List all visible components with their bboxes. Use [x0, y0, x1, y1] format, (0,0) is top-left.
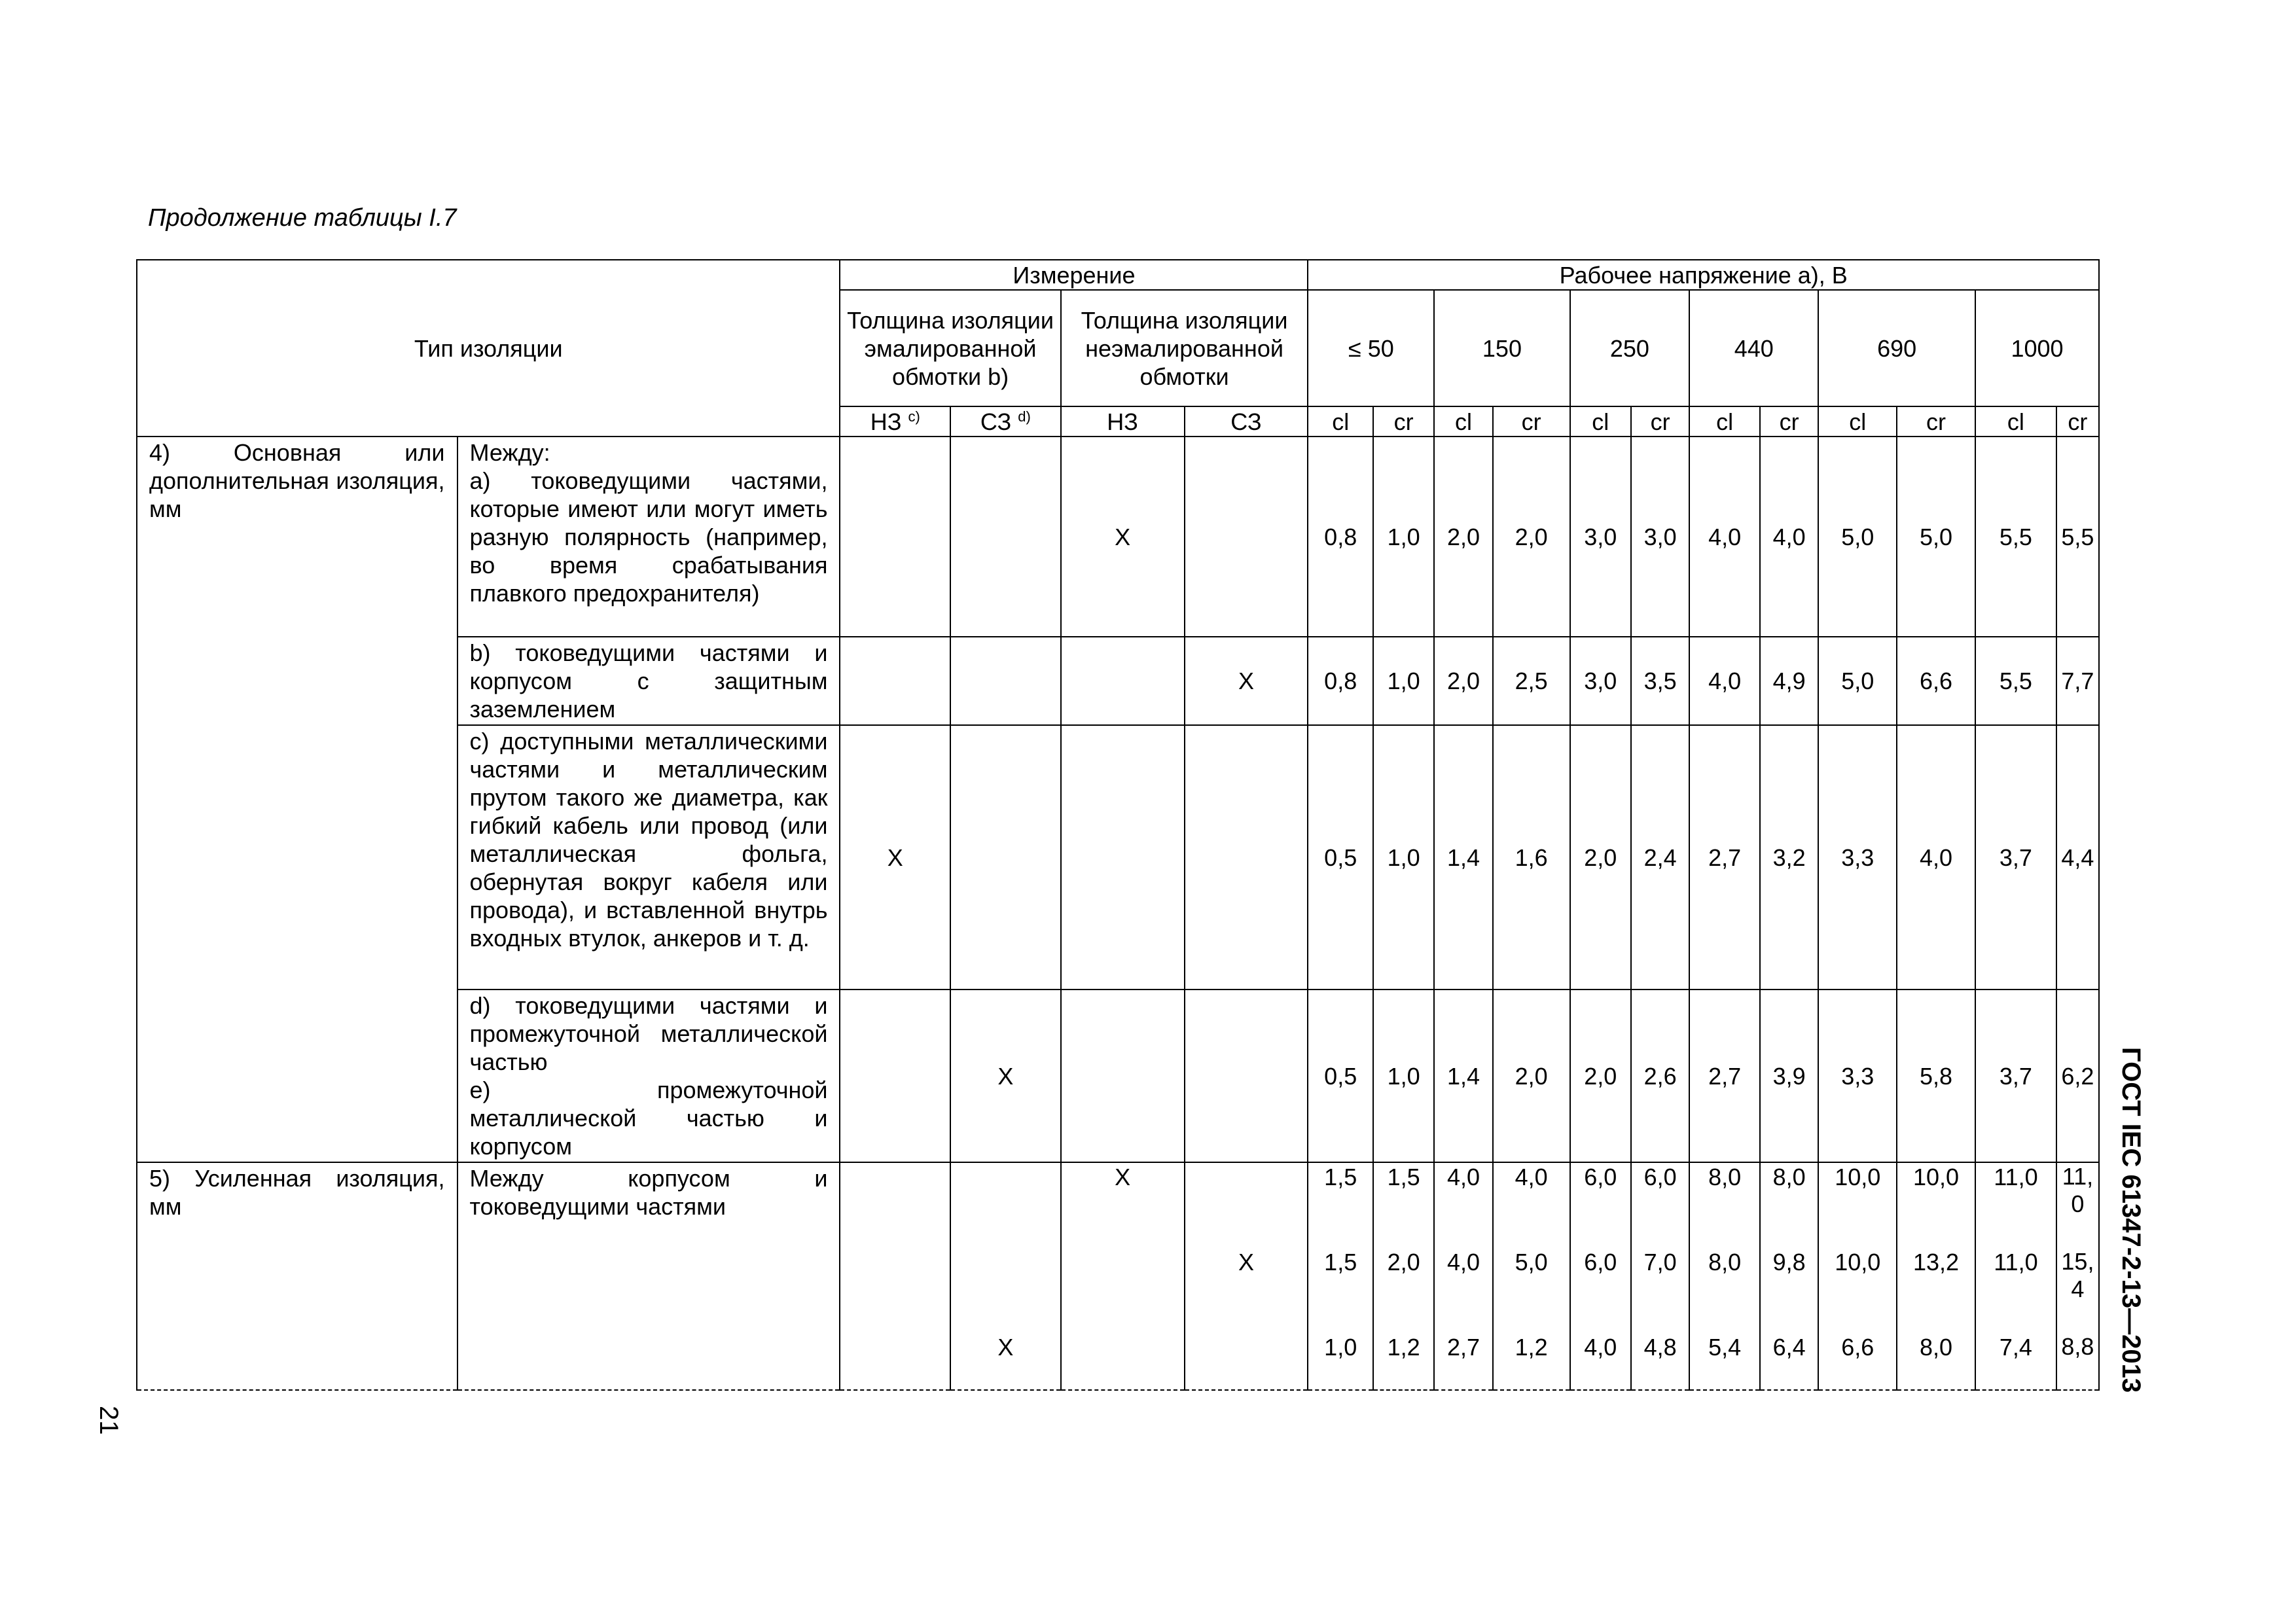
- value-cell: 11,0 11,0 7,4: [1975, 1162, 2056, 1390]
- value-cell: 3,0: [1570, 637, 1631, 725]
- value-cell: 3,2: [1760, 725, 1818, 990]
- cr-header: cr: [1760, 406, 1818, 437]
- type-header: Тип изоляции: [137, 260, 840, 437]
- value-cell: 3,5: [1631, 637, 1689, 725]
- value-cell: 2,0: [1570, 725, 1631, 990]
- mark-cell: [840, 990, 950, 1162]
- cl-header: cl: [1689, 406, 1760, 437]
- insulation-table: [136, 259, 2100, 1391]
- value-cell: 0,8: [1308, 437, 1373, 637]
- value-cell: 10,0 10,0 6,6: [1818, 1162, 1897, 1390]
- measurement-header: Измерение: [840, 260, 1308, 290]
- value-cell: 6,0 7,0 4,8: [1631, 1162, 1689, 1390]
- row-desc-4a: Между: а) токоведущими частями, которые имеют или могут иметь разную полярность (например, во время срабатывания плавкого предохранителя): [457, 437, 840, 637]
- value-cell: 2,7: [1689, 725, 1760, 990]
- value-cell: 1,0: [1373, 725, 1434, 990]
- value-cell: 6,2: [2056, 990, 2099, 1162]
- row-desc-4c: с) доступными металлическими частями и металлическим прутом такого же диаметра, как гибкий кабель или провод (или металлическая фольга, обернутая вокруг кабеля или провода), и вставленной внутрь входных втулок, анкеров и т. д.: [457, 725, 840, 990]
- value-cell: 2,0: [1434, 637, 1492, 725]
- value-cell: 4,9: [1760, 637, 1818, 725]
- voltage-50: ≤ 50: [1308, 290, 1434, 406]
- value-cell: 0,8: [1308, 637, 1373, 725]
- value-cell: 1,0: [1373, 990, 1434, 1162]
- value-cell: 6,6: [1897, 637, 1975, 725]
- value-cell: 1,4: [1434, 725, 1492, 990]
- value-cell: 3,3: [1818, 990, 1897, 1162]
- cr-header: cr: [1493, 406, 1570, 437]
- mark-cell: X: [1061, 1162, 1185, 1390]
- cr-header: cr: [2056, 406, 2099, 437]
- value-cell: 5,5: [2056, 437, 2099, 637]
- value-cell: 2,7: [1689, 990, 1760, 1162]
- mark-cell: X: [1185, 1162, 1308, 1390]
- value-cell: 5,0: [1818, 637, 1897, 725]
- enamelled-header: Толщина изоляции эмалированной обмотки b): [840, 290, 1060, 406]
- mark-cell: [1185, 725, 1308, 990]
- document-code: ГОСТ IEC 61347-2-13—2013: [2117, 1047, 2145, 1393]
- row-desc-5: Между корпусом и токоведущими частями: [457, 1162, 840, 1390]
- value-cell: 2,0: [1570, 990, 1631, 1162]
- cl-header: cl: [1818, 406, 1897, 437]
- value-cell: 4,4: [2056, 725, 2099, 990]
- value-cell: 3,0: [1631, 437, 1689, 637]
- mark-cell: X: [1061, 437, 1185, 637]
- value-cell: 1,5 1,5 1,0: [1308, 1162, 1373, 1390]
- value-cell: 7,7: [2056, 637, 2099, 725]
- sz-enamelled-header: СЗ $^{d)}$: [950, 406, 1061, 437]
- value-cell: 3,9: [1760, 990, 1818, 1162]
- value-cell: 2,0: [1493, 990, 1570, 1162]
- value-cell: 0,5: [1308, 990, 1373, 1162]
- value-cell: 5,5: [1975, 437, 2056, 637]
- mark-cell: [840, 1162, 950, 1390]
- mark-cell: X: [1185, 637, 1308, 725]
- cl-header: cl: [1975, 406, 2056, 437]
- nz-header: НЗ: [1061, 406, 1185, 437]
- mark-cell: [950, 637, 1061, 725]
- value-cell: 4,0: [1897, 725, 1975, 990]
- value-cell: 2,4: [1631, 725, 1689, 990]
- nz-enamelled-header: НЗ $^{c)}$: [840, 406, 950, 437]
- non-enamelled-header: Толщина изоляции неэмалированной обмотки: [1061, 290, 1308, 406]
- value-cell: 3,3: [1818, 725, 1897, 990]
- mark-cell: [1061, 990, 1185, 1162]
- sz-header: СЗ: [1185, 406, 1308, 437]
- value-cell: 6,0 6,0 4,0: [1570, 1162, 1631, 1390]
- row-type-5: 5) Усиленная изоляция, мм: [137, 1162, 457, 1390]
- value-cell: 1,4: [1434, 990, 1492, 1162]
- value-cell: 1,5 2,0 1,2: [1373, 1162, 1434, 1390]
- mark-cell: [950, 725, 1061, 990]
- value-cell: 3,7: [1975, 725, 2056, 990]
- value-cell: 4,0 5,0 1,2: [1493, 1162, 1570, 1390]
- cl-header: cl: [1570, 406, 1631, 437]
- row-type-4: 4) Основная или дополнительная изоляция, мм: [137, 437, 457, 1162]
- table-row: [137, 437, 2099, 637]
- voltage-1000: 1000: [1975, 290, 2099, 406]
- value-cell: 4,0: [1689, 437, 1760, 637]
- value-cell: 2,5: [1493, 637, 1570, 725]
- mark-cell: [1061, 725, 1185, 990]
- mark-cell: X: [950, 1162, 1061, 1390]
- value-cell: 8,0 8,0 5,4: [1689, 1162, 1760, 1390]
- page-number: 21: [94, 1406, 123, 1435]
- table-caption: Продолжение таблицы I.7: [148, 204, 457, 232]
- mark-cell: [950, 437, 1061, 637]
- row-desc-4d: d) токоведущими частями и промежуточной металлической частью e) промежуточной металлической частью и корпусом: [457, 990, 840, 1162]
- value-cell: 5,5: [1975, 637, 2056, 725]
- value-cell: 2,0: [1493, 437, 1570, 637]
- value-cell: 4,0 4,0 2,7: [1434, 1162, 1492, 1390]
- mark-cell: [840, 437, 950, 637]
- voltage-header: Рабочее напряжение a), В: [1308, 260, 2099, 290]
- cl-header: cl: [1434, 406, 1492, 437]
- value-cell: 3,0: [1570, 437, 1631, 637]
- voltage-250: 250: [1570, 290, 1690, 406]
- voltage-150: 150: [1434, 290, 1570, 406]
- value-cell: 1,0: [1373, 437, 1434, 637]
- table-row: [137, 1162, 2099, 1390]
- mark-cell: X: [840, 725, 950, 990]
- mark-cell: [1185, 990, 1308, 1162]
- value-cell: 5,0: [1818, 437, 1897, 637]
- value-cell: 10,0 13,2 8,0: [1897, 1162, 1975, 1390]
- mark-cell: X: [950, 990, 1061, 1162]
- cr-header: cr: [1373, 406, 1434, 437]
- mark-cell: [1185, 437, 1308, 637]
- value-cell: 3,7: [1975, 990, 2056, 1162]
- value-cell: 1,6: [1493, 725, 1570, 990]
- value-cell: 4,0: [1760, 437, 1818, 637]
- value-cell: 0,5: [1308, 725, 1373, 990]
- mark-cell: [840, 637, 950, 725]
- voltage-690: 690: [1818, 290, 1975, 406]
- cl-header: cl: [1308, 406, 1373, 437]
- value-cell: 2,6: [1631, 990, 1689, 1162]
- value-cell: 5,0: [1897, 437, 1975, 637]
- mark-cell: [1061, 637, 1185, 725]
- cr-header: cr: [1631, 406, 1689, 437]
- value-cell: 11,0 15,4 8,8: [2056, 1162, 2099, 1390]
- value-cell: 5,8: [1897, 990, 1975, 1162]
- value-cell: 8,0 9,8 6,4: [1760, 1162, 1818, 1390]
- row-desc-4b: b) токоведущими частями и корпусом с защитным заземлением: [457, 637, 840, 725]
- value-cell: 1,0: [1373, 637, 1434, 725]
- voltage-440: 440: [1689, 290, 1818, 406]
- cr-header: cr: [1897, 406, 1975, 437]
- value-cell: 4,0: [1689, 637, 1760, 725]
- value-cell: 2,0: [1434, 437, 1492, 637]
